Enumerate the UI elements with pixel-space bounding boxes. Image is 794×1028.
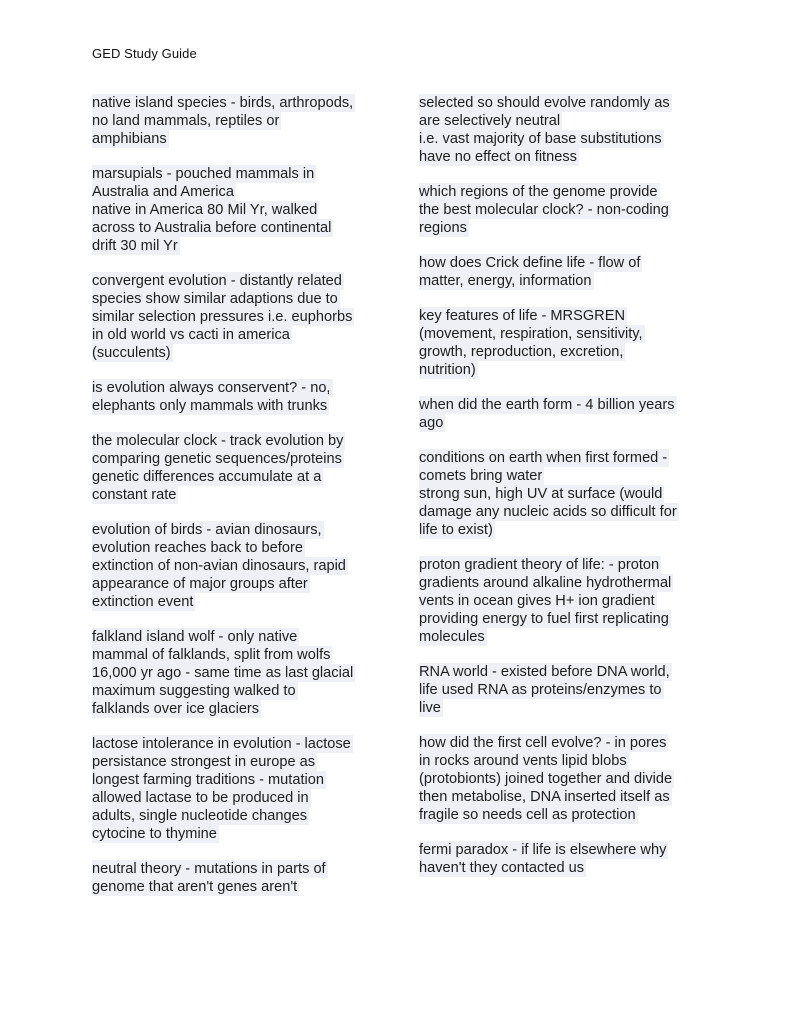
note-line: haven't they contacted us <box>419 860 585 876</box>
note-line: when did the earth form - 4 billion years <box>419 397 675 413</box>
left-column <box>92 94 382 913</box>
note-line: (protobionts) joined together and divide <box>419 771 673 787</box>
note-entry <box>419 307 709 379</box>
note-line: how does Crick define life - flow of <box>419 255 641 271</box>
note-entry <box>419 556 709 646</box>
note-entry <box>419 396 709 432</box>
note-line: are selectively neutral <box>419 113 561 129</box>
note-line: appearance of major groups after <box>92 576 308 592</box>
note-entry <box>419 449 709 539</box>
note-line: (succulents) <box>92 345 171 361</box>
note-line: species show similar adaptions due to <box>92 291 338 307</box>
note-line: fermi paradox - if life is elsewhere why <box>419 842 667 858</box>
note-line: life to exist) <box>419 522 493 538</box>
note-line: maximum suggesting walked to <box>92 683 296 699</box>
note-entry <box>419 841 709 877</box>
note-line: Australia and America <box>92 184 234 200</box>
note-line: across to Australia before continental <box>92 220 332 236</box>
note-line: genetic differences accumulate at a <box>92 469 322 485</box>
note-entry <box>92 521 382 611</box>
note-line: similar selection pressures i.e. euphorbs <box>92 309 353 325</box>
note-entry <box>419 734 709 824</box>
note-line: 16,000 yr ago - same time as last glacial <box>92 665 354 681</box>
note-line: the best molecular clock? - non-coding <box>419 202 669 218</box>
note-line: key features of life - MRSGREN <box>419 308 625 324</box>
note-line: lactose intolerance in evolution - lactose <box>92 736 351 752</box>
note-line: is evolution always conservent? - no, <box>92 380 331 396</box>
note-line: longest farming traditions - mutation <box>92 772 324 788</box>
note-entry <box>92 628 382 718</box>
note-line: proton gradient theory of life: - proton <box>419 557 660 573</box>
note-line: matter, energy, information <box>419 273 592 289</box>
note-line: comets bring water <box>419 468 543 484</box>
note-line: extinction of non-avian dinosaurs, rapid <box>92 558 346 574</box>
note-entry <box>92 94 382 148</box>
note-line: ago <box>419 415 444 431</box>
note-line: strong sun, high UV at surface (would <box>419 486 663 502</box>
note-line: no land mammals, reptiles or <box>92 113 280 129</box>
note-line: the molecular clock - track evolution by <box>92 433 344 449</box>
note-line: have no effect on fitness <box>419 149 577 165</box>
note-line: marsupials - pouched mammals in <box>92 166 315 182</box>
note-line: gradients around alkaline hydrothermal <box>419 575 672 591</box>
note-entry <box>92 379 382 415</box>
note-entry <box>419 663 709 717</box>
note-line: drift 30 mil Yr <box>92 238 178 254</box>
note-line: damage any nucleic acids so difficult for <box>419 504 677 520</box>
note-line: elephants only mammals with trunks <box>92 398 328 414</box>
note-line: (movement, respiration, sensitivity, <box>419 326 643 342</box>
note-line: cytocine to thymine <box>92 826 217 842</box>
note-line: extinction event <box>92 594 194 610</box>
note-line: falkland island wolf - only native <box>92 629 298 645</box>
note-line: allowed lactase to be produced in <box>92 790 309 806</box>
note-line: constant rate <box>92 487 177 503</box>
note-line: comparing genetic sequences/proteins <box>92 451 342 467</box>
note-entry <box>92 165 382 255</box>
note-line: in rocks around vents lipid blobs <box>419 753 627 769</box>
note-entry <box>92 860 382 896</box>
note-line: life used RNA as proteins/enzymes to <box>419 682 662 698</box>
note-line: then metabolise, DNA inserted itself as <box>419 789 670 805</box>
note-line: which regions of the genome provide <box>419 184 658 200</box>
note-line: native island species - birds, arthropods, <box>92 95 354 111</box>
note-line: falklands over ice glaciers <box>92 701 260 717</box>
note-line: neutral theory - mutations in parts of <box>92 861 326 877</box>
note-line: vents in ocean gives H+ ion gradient <box>419 593 655 609</box>
note-line: evolution reaches back to before <box>92 540 303 556</box>
note-line: amphibians <box>92 131 167 147</box>
note-line: persistance strongest in europe as <box>92 754 316 770</box>
note-entry <box>92 735 382 843</box>
note-line: convergent evolution - distantly related <box>92 273 342 289</box>
note-line: in old world vs cacti in america <box>92 327 290 343</box>
note-line: fragile so needs cell as protection <box>419 807 636 823</box>
note-entry <box>419 94 709 166</box>
page-header-title: GED Study Guide <box>92 46 197 61</box>
note-line: how did the first cell evolve? - in pores <box>419 735 667 751</box>
note-line: selected so should evolve randomly as <box>419 95 670 111</box>
note-line: conditions on earth when first formed - <box>419 450 668 466</box>
note-line: molecules <box>419 629 485 645</box>
note-line: genome that aren't genes aren't <box>92 879 298 895</box>
note-entry <box>419 254 709 290</box>
note-entry <box>92 432 382 504</box>
note-entry <box>419 183 709 237</box>
note-line: regions <box>419 220 467 236</box>
right-column <box>419 94 709 894</box>
note-line: growth, reproduction, excretion, <box>419 344 624 360</box>
note-line: mammal of falklands, split from wolfs <box>92 647 331 663</box>
note-line: adults, single nucleotide changes <box>92 808 308 824</box>
note-line: i.e. vast majority of base substitutions <box>419 131 662 147</box>
note-line: native in America 80 Mil Yr, walked <box>92 202 318 218</box>
note-line: providing energy to fuel first replicating <box>419 611 669 627</box>
note-entry <box>92 272 382 362</box>
note-line: RNA world - existed before DNA world, <box>419 664 670 680</box>
note-line: evolution of birds - avian dinosaurs, <box>92 522 322 538</box>
note-line: live <box>419 700 441 716</box>
note-line: nutrition) <box>419 362 476 378</box>
